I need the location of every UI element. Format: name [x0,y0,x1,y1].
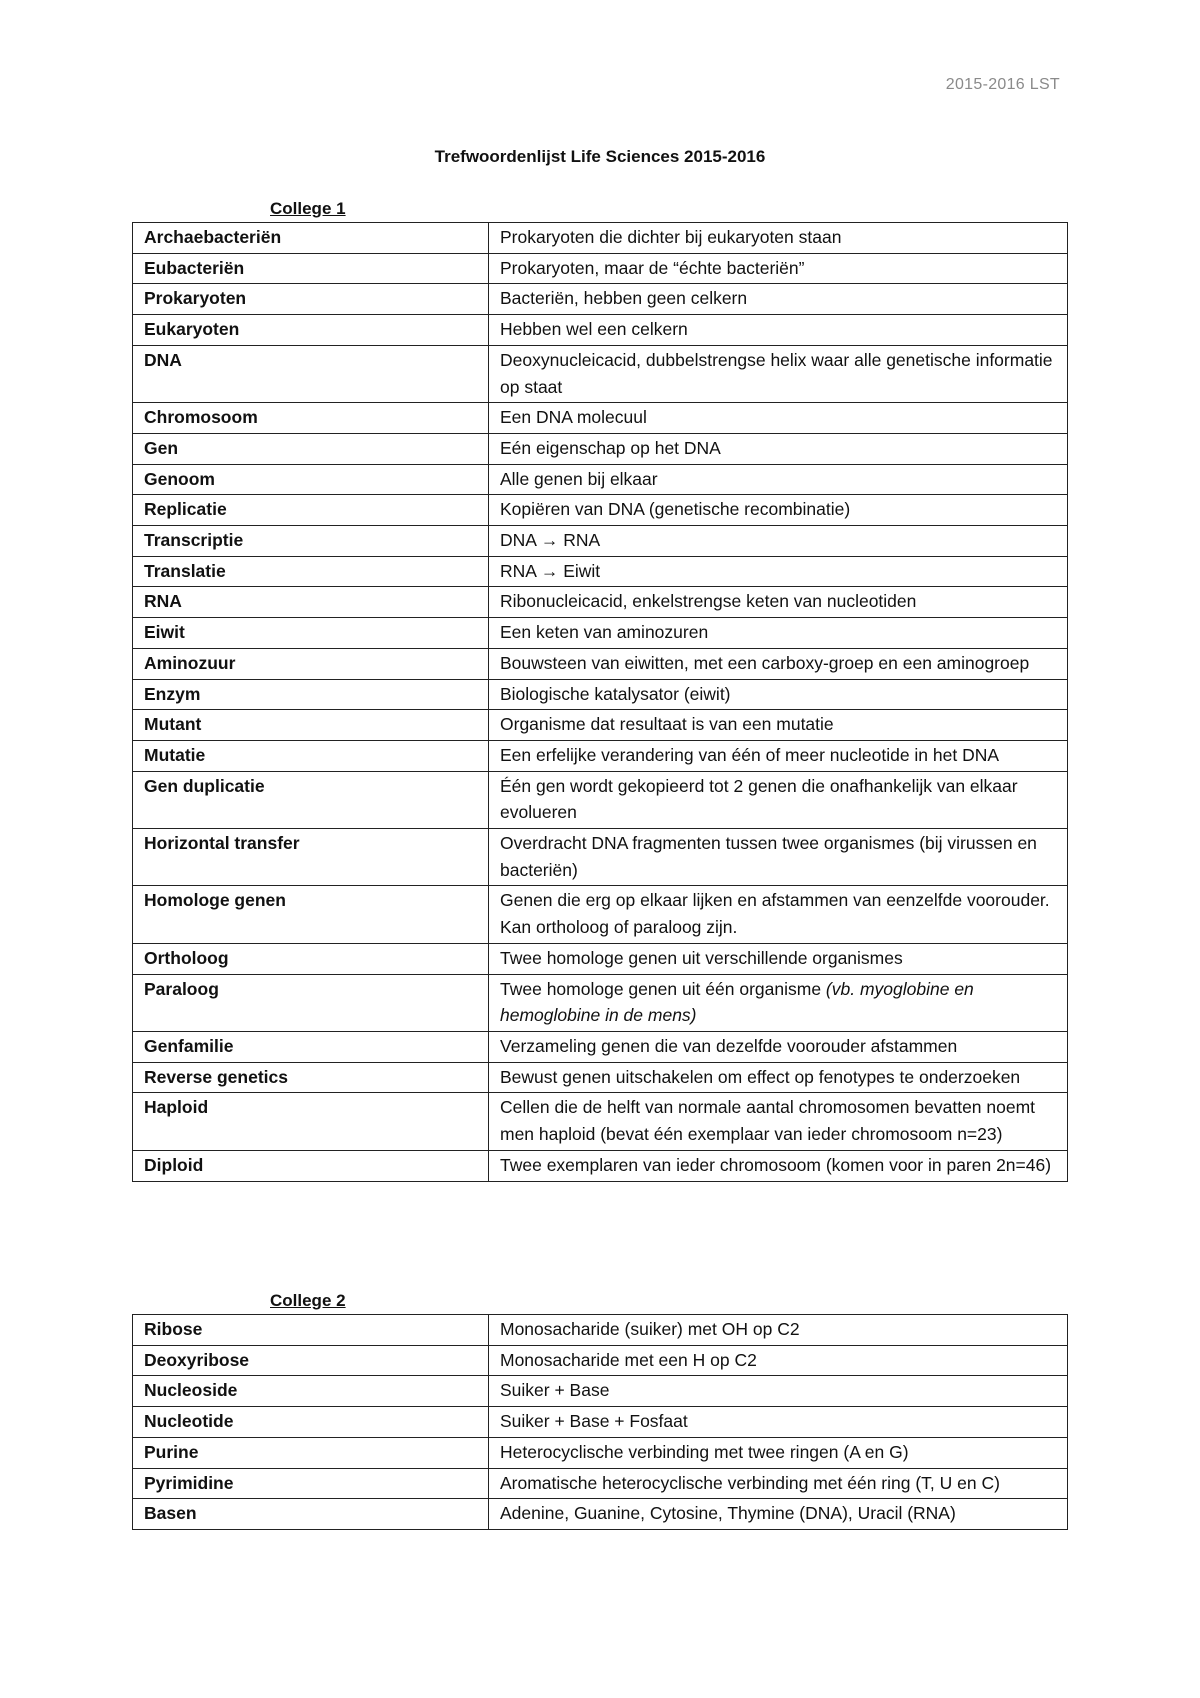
table-row [133,403,1068,434]
definition-cell [489,1150,1068,1181]
definition-cell [489,253,1068,284]
definition-cell [489,618,1068,649]
term-cell: Prokaryoten [133,284,489,315]
definition-text: Genen die erg op elkaar lijken en afstammen van eenzelfde voorouder. Kan ortholoog of paraloog zijn. [500,890,1050,938]
section-heading-college-1: College 1 [270,199,346,218]
term-cell: Gen [133,433,489,464]
definition-text: Kopiëren van DNA (genetische recombinatie) [500,499,851,520]
term-cell: Eubacteriën [133,253,489,284]
table-row [133,618,1068,649]
definition-cell [489,223,1068,254]
definition-text: Een DNA molecuul [500,407,647,428]
definition-text: Bacteriën, hebben geen celkern [500,288,748,309]
definition-text: Adenine, Guanine, Cytosine, Thymine (DNA), Uracil (RNA) [500,1503,956,1524]
definition-cell [489,648,1068,679]
definition-cell [489,943,1068,974]
definition-cell [489,740,1068,771]
table-row [133,556,1068,587]
section-heading-college-2: College 2 [270,1291,346,1310]
term-cell: Mutatie [133,740,489,771]
definition-text: Twee homologe genen uit verschillende organismes [500,947,903,968]
definition-text: Biologische katalysator (eiwit) [500,683,731,704]
definition-text: Twee exemplaren van ieder chromosoom (komen voor in paren 2n=46) [500,1154,1052,1175]
definition-text: Een erfelijke verandering van één of meer nucleotide in het DNA [500,744,1000,765]
definition-text: Suiker + Base + Fosfaat [500,1411,688,1432]
table-row [133,223,1068,254]
term-cell: Diploid [133,1150,489,1181]
table-row [133,1150,1068,1181]
term-cell: Haploid [133,1093,489,1150]
definition-text: Ribonucleicacid, enkelstrengse keten van nucleotiden [500,591,917,612]
definition-cell [489,829,1068,886]
term-cell: Translatie [133,556,489,587]
definition-cell [489,1468,1068,1499]
definition-cell [489,464,1068,495]
term-cell: Eiwit [133,618,489,649]
term-cell: Gen duplicatie [133,771,489,828]
table-row [133,886,1068,943]
term-cell: Ortholoog [133,943,489,974]
definition-text: Prokaryoten die dichter bij eukaryoten staan [500,227,842,247]
term-cell: Replicatie [133,495,489,526]
definition-text: Deoxynucleicacid, dubbelstrengse helix waar alle genetische informatie op staat [500,349,1053,397]
term-cell: Purine [133,1437,489,1468]
table-row [133,526,1068,557]
definition-cell [489,587,1068,618]
definition-text: Hebben wel een celkern [500,319,688,340]
term-cell: Transcriptie [133,526,489,557]
table-row [133,433,1068,464]
definition-cell [489,1376,1068,1407]
table-row [133,587,1068,618]
glossary-table-college-1 [132,222,1068,1182]
table-row [133,253,1068,284]
definition-text: Suiker + Base [500,1380,610,1401]
term-cell: Basen [133,1499,489,1530]
term-cell: RNA [133,587,489,618]
definition-text: Één gen wordt gekopieerd tot 2 genen die onafhankelijk van elkaar evolueren [500,775,1018,823]
definition-cell [489,315,1068,346]
term-cell: Nucleotide [133,1407,489,1438]
page-header-year: 2015-2016 LST [945,76,1060,93]
term-cell: Chromosoom [133,403,489,434]
term-cell: Aminozuur [133,648,489,679]
definition-text: Eén eigenschap op het DNA [500,437,721,458]
definition-cell [489,1093,1068,1150]
definition-cell [489,710,1068,741]
table-row [133,1376,1068,1407]
term-cell: Archaebacteriën [133,223,489,254]
definition-cell [489,771,1068,828]
definition-text: Heterocyclische verbinding met twee ringen (A en G) [500,1441,909,1462]
document-title: Trefwoordenlijst Life Sciences 2015-2016 [434,147,766,166]
definition-cell [489,345,1068,402]
definition-cell [489,1315,1068,1346]
table-row [133,943,1068,974]
definition-cell [489,433,1068,464]
definition-text: Aromatische heterocyclische verbinding met één ring (T, U en C) [500,1472,1000,1493]
definition-cell [489,1407,1068,1438]
definition-cell [489,556,1068,587]
definition-text: Bouwsteen van eiwitten, met een carboxy-groep en een aminogroep [500,652,1030,673]
definition-text: Verzameling genen die van dezelfde voorouder afstammen [500,1035,958,1056]
term-cell: Eukaryoten [133,315,489,346]
definition-text: Monosacharide met een H op C2 [500,1349,757,1370]
table-row [133,1407,1068,1438]
definition-text: Monosacharide (suiker) met OH op C2 [500,1319,800,1339]
definition-cell [489,1062,1068,1093]
table-row [133,464,1068,495]
term-cell: Reverse genetics [133,1062,489,1093]
table-row [133,1437,1068,1468]
table-row [133,1345,1068,1376]
table-row [133,1468,1068,1499]
definition-cell [489,1499,1068,1530]
definition-cell [489,284,1068,315]
term-cell: Paraloog [133,974,489,1031]
definition-cell [489,526,1068,557]
definition-text: Bewust genen uitschakelen om effect op fenotypes te onderzoeken [500,1066,1021,1087]
term-cell: Ribose [133,1315,489,1346]
definition-cell [489,1031,1068,1062]
definition-text: Alle genen bij elkaar [500,468,658,489]
term-cell: Enzym [133,679,489,710]
table-row [133,771,1068,828]
table-row [133,1031,1068,1062]
definition-text: Organisme dat resultaat is van een mutatie [500,714,834,735]
term-cell: Horizontal transfer [133,829,489,886]
term-cell: Genoom [133,464,489,495]
definition-cell [489,679,1068,710]
term-cell: DNA [133,345,489,402]
table-row [133,284,1068,315]
term-cell: Nucleoside [133,1376,489,1407]
definition-cell [489,495,1068,526]
table-row [133,1499,1068,1530]
table-row [133,829,1068,886]
table-row [133,495,1068,526]
definition-text: Overdracht DNA fragmenten tussen twee organismes (bij virussen en bacteriën) [500,833,1037,880]
table-row [133,679,1068,710]
definition-cell [489,974,1068,1031]
definition-text: DNA → RNA [500,530,601,551]
table-row [133,1093,1068,1150]
table-row [133,710,1068,741]
definition-text: Een keten van aminozuren [500,622,709,643]
definition-text: Prokaryoten, maar de “échte bacteriën” [500,257,805,278]
term-cell: Mutant [133,710,489,741]
table-row [133,1062,1068,1093]
term-cell: Homologe genen [133,886,489,943]
term-cell: Deoxyribose [133,1345,489,1376]
table-row [133,1315,1068,1346]
term-cell: Pyrimidine [133,1468,489,1499]
definition-cell [489,403,1068,434]
table-row [133,345,1068,402]
table-row [133,648,1068,679]
glossary-table-college-2 [132,1314,1068,1530]
definition-cell [489,1437,1068,1468]
definition-text: Cellen die de helft van normale aantal chromosomen bevatten noemt men haploid (bevat één exemplaar van ieder chromosoom n=23) [500,1097,1036,1145]
table-row [133,974,1068,1031]
definition-text: RNA → Eiwit [500,560,601,581]
definition-cell [489,886,1068,943]
definition-cell [489,1345,1068,1376]
definition-text: Twee homologe genen uit één organisme [500,978,826,999]
definition-example-note: (vb. myoglobine en hemoglobine in de mens) [500,978,974,1026]
table-row [133,315,1068,346]
table-row [133,740,1068,771]
term-cell: Genfamilie [133,1031,489,1062]
